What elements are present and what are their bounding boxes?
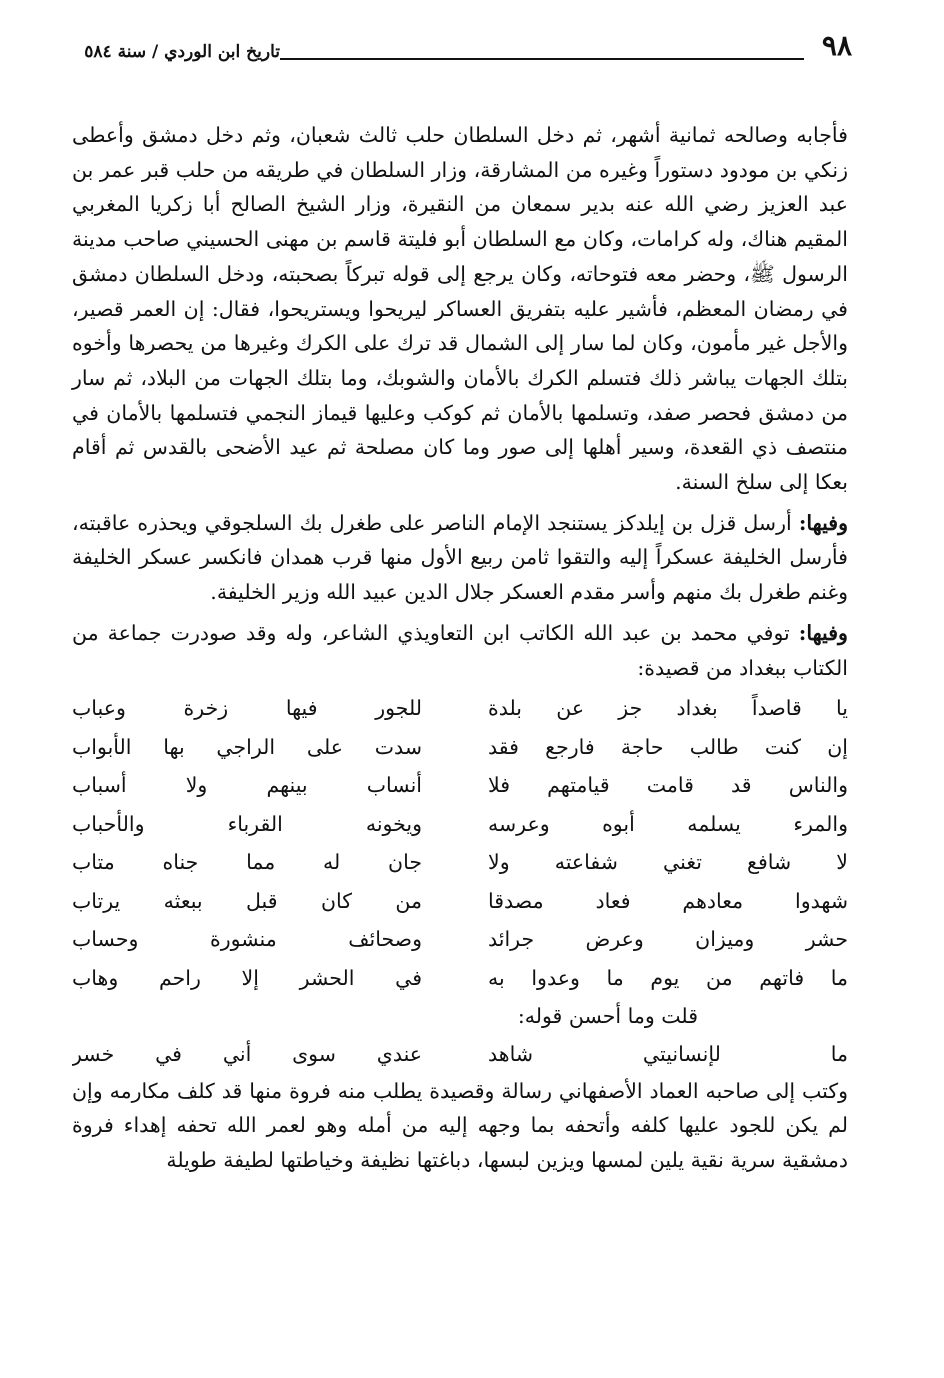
poem — [72, 689, 848, 997]
text-line: المغربي المقيم هناك، وله كرامات، وكان مع السلطان أبو فليتة قاسم بن مهنى الحسيني — [72, 192, 848, 252]
single-verse — [72, 1035, 848, 1074]
text-line: كان مصلحة ثم عيد الأضحى بالقدس ثم أقام بعكا إلى سلخ السنة. — [72, 435, 848, 495]
text-line: وعليها قيماز النجمي فتسلمها بالأمان في منتصف ذي القعدة، وسير أهلها إلى صور وما — [72, 400, 848, 460]
verse-second-hemistich: وصحائف منشورة وحساب — [72, 927, 422, 952]
page-body — [72, 118, 848, 1178]
text-line: توفي محمد بن عبد الله الكاتب ابن التعاويذي الشاعر، وله وقد صودرت — [170, 620, 790, 645]
text-line: إهداء فروة دمشقية سرية نقية يلين لمسها ويزين لبسها، دباغتها نظيفة وخياطتها لطيفة طويلة — [72, 1113, 848, 1173]
verse-first-hemistich: حشر وميزان وعرض جرائد — [488, 927, 848, 952]
poem-verse — [72, 766, 848, 805]
poem-verse — [72, 959, 848, 998]
poem-verse — [72, 805, 848, 844]
page-header — [84, 22, 852, 82]
text-line: الخليفة. — [210, 580, 277, 605]
verse-second-hemistich: أنساب بينهم ولا أسباب — [72, 773, 422, 798]
text-line: عمر بن عبد العزيز رضي الله عنه بدير سمعان من النقيرة، وزار الشيخ الصالح أبا زكريا — [72, 157, 848, 217]
verse-first-hemistich: لا شافع تغني شفاعته ولا — [488, 850, 848, 875]
text-line: مكارمه وإن لم يكن للجود عليها كلفه وأتحفه بما وجهه إليه من أمله وهو لعمر الله تحفه — [72, 1078, 848, 1138]
quote-intro: قلت وما أحسن قوله: — [517, 1004, 698, 1029]
poem-verse — [72, 882, 848, 921]
verse-first-hemistich: ما فاتهم من يوم ما وعدوا به — [488, 965, 848, 990]
text-line: فقال: إن العمر قصير، والأجل غير مأمون، وكان لما سار إلى الشمال قد ترك على الكرك — [72, 296, 848, 356]
verse-second-hemistich: ويخونه القرباء والأحباب — [72, 811, 422, 836]
poem-verse — [72, 689, 848, 728]
poem-verse — [72, 843, 848, 882]
verse-first-hemistich: والمرء يسلمه أبوه وعرسه — [488, 811, 848, 836]
text-line: فأجابه وصالحه ثمانية أشهر، ثم دخل السلطان حلب ثالث شعبان، وثم دخل دمشق — [142, 123, 848, 147]
text-line: ويحذره عاقبته، فأرسل الخليفة عسكراً إليه والتقوا ثامن ربيع الأول منها قرب همدان — [72, 510, 848, 570]
text-line: ودخل السلطان دمشق في رمضان المعظم، فأشير عليه بتفريق العساكر ليريحوا ويستريحوا، — [72, 261, 848, 321]
page-number: ٩٨ — [821, 29, 852, 62]
poem-verse — [72, 728, 848, 767]
verse-second-hemistich: للجور فيها زخرة وعباب — [72, 696, 422, 721]
header-rule — [280, 58, 804, 60]
keyword-wa-fiha: وفيها: — [798, 620, 848, 645]
text-line: وكتب إلى صاحبه العماد الأصفهاني رسالة وقصيدة يطلب منه فروة منها قد كلف — [177, 1078, 848, 1103]
keyword-wa-fiha: وفيها: — [798, 510, 848, 535]
verse-second-hemistich: سدت على الراجي بها الأبواب — [72, 734, 422, 759]
paragraph-qizil — [72, 506, 848, 610]
text-line: وأعطى زنكي بن مودود دستوراً وغيره من المشارقة، وزار السلطان في طريقه من حلب قبر — [72, 123, 848, 182]
verse-first-hemistich: إن كنت طالب حاجة فارجع فقد — [488, 734, 848, 759]
text-line: جماعة من الكتاب ببغداد من قصيدة: — [72, 620, 848, 680]
verse-second-hemistich: جان له مما جناه متاب — [72, 850, 422, 875]
verse-second-hemistich: من كان قبل ببعثه يرتاب — [72, 888, 422, 913]
paragraph-main — [72, 118, 848, 500]
paragraph-closing — [72, 1074, 848, 1178]
text-line: بتلك الجهات من البلاد، ثم سار من دمشق فحصر صفد، وتسلمها بالأمان ثم كوكب — [72, 365, 848, 425]
verse-second-hemistich: عندي سوى أني في خسر — [72, 1042, 422, 1067]
verse-first-hemistich: ما لإنسانيتي شاهد — [488, 1042, 848, 1067]
verse-first-hemistich: والناس قد قامت قيامتهم فلا — [488, 773, 848, 798]
verse-second-hemistich: في الحشر إلا راحم وهاب — [72, 965, 422, 990]
running-title: تاريخ ابن الوردي / سنة ٥٨٤ — [84, 42, 280, 62]
poem-verse — [72, 920, 848, 959]
verse-first-hemistich: شهدوا معادهم فعاد مصدقا — [488, 888, 848, 913]
text-line: صاحب مدينة الرسول ﷺ، وحضر معه فتوحاته، وكان يرجع إلى قوله تبركاً بصحبته، — [72, 227, 848, 286]
verse-first-hemistich: يا قاصداً بغداد جز عن بلدة — [488, 696, 848, 721]
paragraph-taawidhi — [72, 616, 848, 685]
text-line: أرسل قزل بن إيلدكز يستنجد الإمام الناصر على طغرل بك السلجوقي — [204, 510, 792, 535]
text-line: فانكسر عسكر الخليفة وغنم طغرل بك منهم وأسر مقدم العسكر جلال الدين عبيد الله وزير — [72, 545, 848, 605]
text-line: وغيرها من يحصرها وأخوه بتلك الجهات يباشر ذلك فتسلم الكرك بالأمان والشوبك، وما — [72, 331, 848, 390]
